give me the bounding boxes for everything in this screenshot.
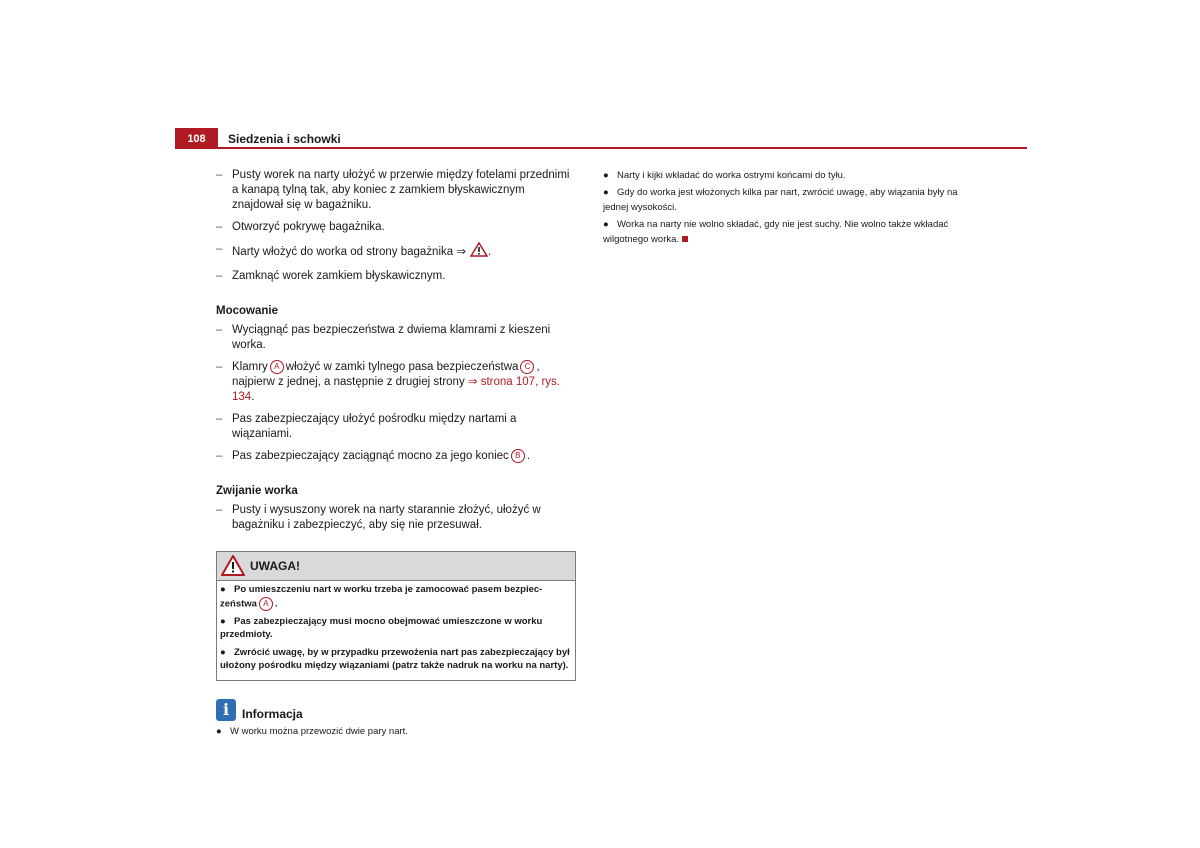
dash-marker: –: [216, 324, 223, 336]
warning-item: [220, 583, 572, 611]
step-text: Otworzyć pokrywę bagażnika.: [232, 221, 385, 233]
warning-text: Pas zabezpieczający musi mocno obejmować umieszczone w worku przedmioty.: [220, 615, 543, 641]
step-text: włożyć w zamki tylnego pasa bezpieczeństwa: [285, 361, 519, 374]
bullet-icon: ●: [220, 646, 226, 658]
info-header: [216, 699, 578, 725]
callout-a: A: [259, 597, 273, 611]
step-text: Zamknąć worek zamkiem błyskawicznym.: [232, 270, 446, 282]
bullet-icon: ●: [220, 615, 226, 627]
step-item: [216, 269, 578, 284]
bullet-icon: ●: [220, 584, 226, 596]
list-item: [603, 168, 983, 183]
step-text: Wyciągnąć pas bezpieczeństwa z dwiema klamrami z kieszeni worka.: [232, 324, 551, 351]
step-item: [216, 449, 578, 464]
step-item: [216, 220, 578, 235]
page-number: 108: [175, 128, 218, 149]
callout-c: C: [520, 360, 534, 374]
info-title: Informacja: [242, 706, 303, 721]
step-item: [216, 503, 578, 533]
warning-header: [217, 552, 575, 581]
left-column: [216, 168, 578, 739]
dash-marker: –: [216, 450, 223, 463]
step-text: Klamry: [232, 361, 268, 374]
chapter-title: Siedzenia i schowki: [228, 132, 341, 146]
header-rule: [218, 147, 1027, 149]
warning-body: [217, 581, 575, 680]
dash-marker: –: [216, 243, 223, 255]
warning-title: UWAGA!: [250, 559, 300, 574]
step-text: Narty włożyć do worka od strony bagażnika ⇒: [232, 246, 466, 259]
warning-item: [220, 646, 572, 673]
period: .: [488, 246, 492, 259]
dash-marker: –: [216, 413, 223, 426]
page-reference-link[interactable]: ⇒ strona 107, rys. 134: [232, 376, 560, 404]
bullet-icon: ●: [216, 725, 222, 737]
step-text: , najpierw z jednej, a następnie z drugiej strony: [232, 361, 540, 389]
warning-item: [220, 615, 572, 642]
list-item: [603, 185, 983, 215]
step-item: [216, 242, 578, 262]
end-of-section-marker: [682, 236, 688, 242]
bullet-icon: ●: [603, 170, 609, 181]
bullet-icon: ●: [603, 219, 609, 230]
period: .: [251, 391, 255, 404]
list-text: Worka na narty nie wolno składać, gdy nie jest suchy. Nie wolno także wkładać wilgotnego worka.: [603, 219, 949, 245]
section-heading-rolling: Zwijanie worka: [216, 485, 298, 498]
dash-marker: –: [216, 169, 223, 181]
step-text: Pusty i wysuszony worek na narty starannie złożyć, ułożyć w bagażniku i zabezpieczyć, aby się nie przesuwał.: [232, 504, 541, 532]
step-text: Pas zabezpieczający ułożyć pośrodku między nartami a wiązaniami.: [232, 413, 517, 441]
info-icon: i: [216, 699, 236, 721]
dash-marker: –: [216, 221, 223, 233]
step-item: [216, 323, 578, 353]
right-column: [603, 168, 983, 249]
info-item: [216, 725, 578, 739]
period: .: [274, 598, 278, 610]
dash-marker: –: [216, 504, 223, 517]
step-item: [216, 412, 578, 442]
callout-b: B: [511, 449, 525, 463]
info-text: W worku można przewozić dwie pary nart.: [230, 725, 408, 737]
warning-text: Zwrócić uwagę, by w przypadku przewożenia nart pas zabezpieczający był ułożony pośrodku między wiązaniami (patrz także nadruk na worku na narty).: [220, 646, 570, 672]
list-text: Gdy do worka jest włożonych kilka par nart, zwrócić uwagę, aby wiązania były na jednej wysokości.: [603, 187, 958, 213]
warning-box: [216, 551, 576, 681]
list-item: [603, 217, 983, 247]
warning-triangle-icon: [221, 555, 245, 576]
step-text: Pas zabezpieczający zaciągnąć mocno za jego koniec: [232, 450, 509, 463]
bullet-icon: ●: [603, 187, 609, 198]
dash-marker: –: [216, 361, 223, 373]
step-item: [216, 360, 578, 405]
list-text: Narty i kijki wkładać do worka ostrymi końcami do tyłu.: [617, 170, 846, 181]
section-heading-mounting: Mocowanie: [216, 305, 278, 317]
callout-a: A: [270, 360, 284, 374]
dash-marker: –: [216, 270, 223, 282]
page-header: [175, 128, 1027, 149]
warning-text: Po umieszczeniu nart w worku trzeba je zamocować pasem bezpiec-zeństwa: [220, 584, 543, 610]
period: .: [526, 450, 531, 463]
step-text: Pusty worek na narty ułożyć w przerwie między fotelami przednimi a kanapą tylną tak, aby koniec z zamkiem błyskawicznym znajdował się w bagażniku.: [232, 169, 570, 211]
warning-triangle-icon: [470, 242, 488, 262]
step-item: [216, 168, 578, 213]
